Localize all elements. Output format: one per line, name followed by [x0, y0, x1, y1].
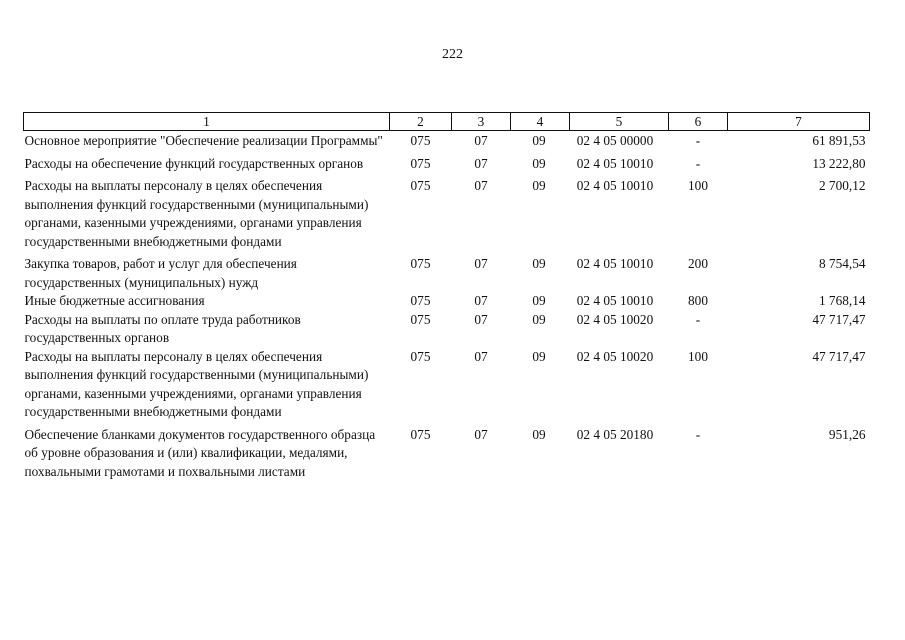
section-code: 07	[474, 178, 488, 193]
subsection-code: 09	[532, 133, 546, 148]
amount: 2 700,12	[818, 178, 866, 193]
expense-type-code: -	[695, 426, 701, 442]
target-article-code: 02 4 05 20180	[576, 426, 654, 442]
expense-type-code: -	[695, 133, 701, 148]
table-row	[24, 177, 870, 255]
table-row	[24, 426, 870, 482]
column-header: 3	[452, 113, 511, 131]
expense-name: Расходы на выплаты персоналу в целях обеспечения выполнения функций государственными (муниципальными) органами, казенными учреждениями, органами управления государственными внебюджетными фондами	[24, 348, 369, 419]
subsection-code: 09	[532, 293, 546, 308]
section-code: 07	[474, 256, 488, 271]
amount: 47 717,47	[812, 311, 866, 327]
target-article-code: 02 4 05 10020	[576, 311, 654, 327]
expense-type-code: -	[695, 311, 701, 327]
ministry-code: 075	[410, 256, 431, 271]
ministry-code: 075	[410, 426, 431, 442]
amount: 47 717,47	[812, 348, 866, 364]
expense-name: Обеспечение бланками документов государственного образца об уровне образования и (или) квалификации, медалями, похвальными грамотами и похвальными листами	[24, 426, 376, 479]
section-code: 07	[474, 311, 488, 327]
subsection-code: 09	[532, 178, 546, 193]
ministry-code: 075	[410, 133, 431, 148]
column-header: 6	[669, 113, 728, 131]
target-article-code: 02 4 05 10020	[576, 348, 654, 364]
table-row	[24, 348, 870, 426]
page-number: 222	[442, 47, 463, 62]
ministry-code: 075	[410, 311, 431, 327]
section-code: 07	[474, 133, 488, 148]
expense-name: Расходы на выплаты по оплате труда работников государственных органов	[24, 311, 301, 345]
expense-type-code: 200	[688, 256, 708, 271]
target-article-code: 02 4 05 10010	[576, 155, 654, 171]
ministry-code: 075	[410, 293, 431, 308]
ministry-code: 075	[410, 348, 431, 364]
expense-type-code: 100	[688, 178, 708, 193]
budget-table	[23, 112, 870, 481]
amount: 13 222,80	[812, 155, 866, 171]
subsection-code: 09	[532, 155, 546, 171]
target-article-code: 02 4 05 00000	[576, 133, 654, 148]
section-code: 07	[474, 155, 488, 171]
table-row	[24, 311, 870, 348]
expense-type-code: 800	[688, 293, 708, 308]
column-header: 5	[570, 113, 669, 131]
amount: 8 754,54	[818, 256, 866, 271]
target-article-code: 02 4 05 10010	[576, 178, 654, 193]
target-article-code: 02 4 05 10010	[576, 256, 654, 271]
expense-type-code: -	[695, 155, 701, 171]
ministry-code: 075	[410, 155, 431, 171]
expense-name: Основное мероприятие "Обеспечение реализации Программы"	[24, 133, 383, 148]
subsection-code: 09	[532, 311, 546, 327]
header-row	[24, 113, 870, 131]
section-code: 07	[474, 426, 488, 442]
column-header: 2	[390, 113, 452, 131]
column-header: 1	[24, 113, 390, 131]
column-header: 7	[728, 113, 870, 131]
table-row	[24, 292, 870, 311]
expense-type-code: 100	[688, 348, 708, 364]
subsection-code: 09	[532, 348, 546, 364]
table-row	[24, 131, 870, 155]
target-article-code: 02 4 05 10010	[576, 293, 654, 308]
section-code: 07	[474, 293, 488, 308]
amount: 1 768,14	[818, 293, 866, 308]
table-row	[24, 155, 870, 178]
section-code: 07	[474, 348, 488, 364]
ministry-code: 075	[410, 178, 431, 193]
amount: 61 891,53	[812, 133, 866, 148]
expense-name: Иные бюджетные ассигнования	[24, 293, 205, 308]
subsection-code: 09	[532, 426, 546, 442]
expense-name: Расходы на обеспечение функций государственных органов	[24, 155, 364, 171]
expense-name: Расходы на выплаты персоналу в целях обеспечения выполнения функций государственными (муниципальными) органами, казенными учреждениями, органами управления государственными внебюджетными фондами	[24, 178, 369, 249]
table-row	[24, 255, 870, 292]
subsection-code: 09	[532, 256, 546, 271]
expense-name: Закупка товаров, работ и услуг для обеспечения государственных (муниципальных) нужд	[24, 256, 297, 290]
column-header: 4	[511, 113, 570, 131]
amount: 951,26	[828, 426, 866, 442]
